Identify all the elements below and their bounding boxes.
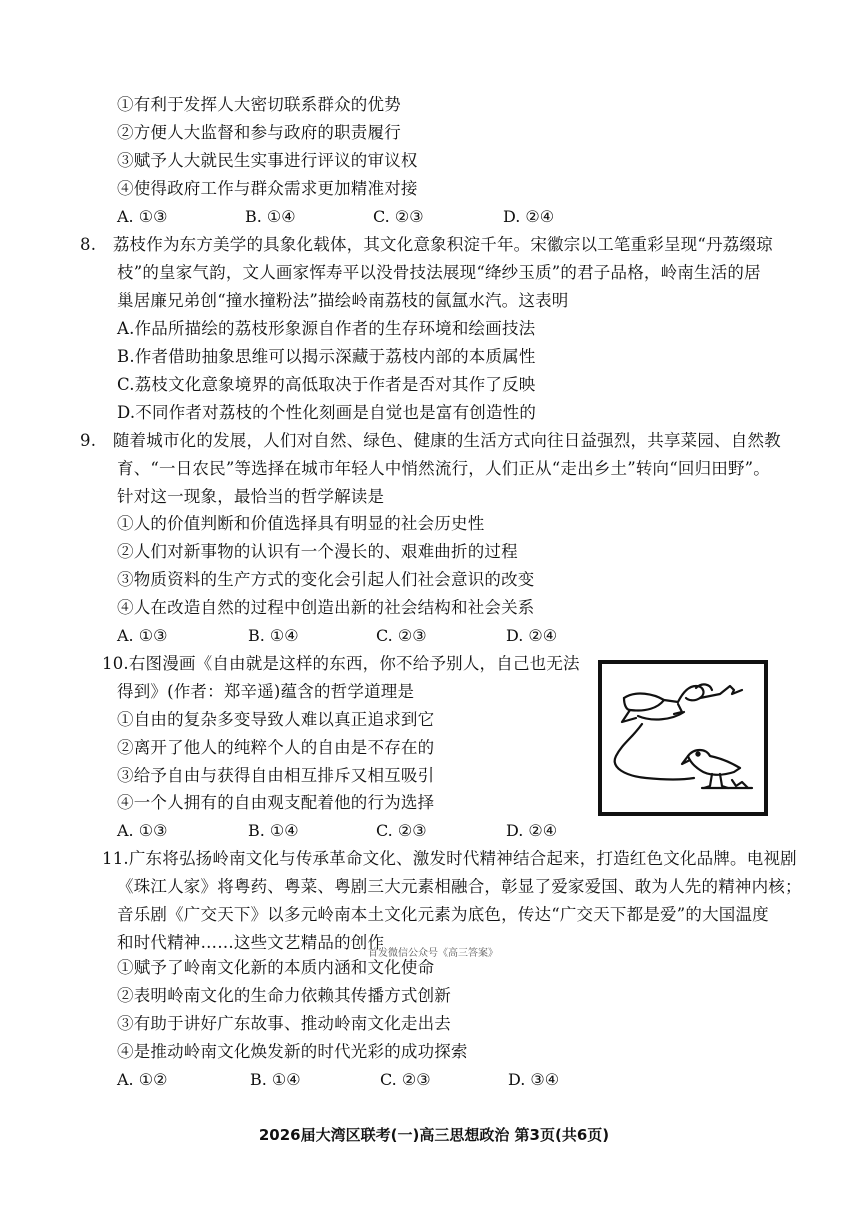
q9-stem-line-2: 育、“一日农民”等选择在城市年轻人中悄然流行，人们正从“走出乡土”转向“回归田野”。: [117, 459, 771, 478]
q11-stem-line-3: 音乐剧《广交天下》以多元岭南本土文化元素为底色，传达“广交天下都是爱”的大国温度: [117, 905, 769, 924]
q7-item-3: ③赋予人大就民生实事进行评议的审议权: [117, 151, 418, 170]
q7-option-d[interactable]: D. ②④: [503, 207, 555, 226]
cartoon-line: [615, 724, 694, 780]
q8-choice-d[interactable]: D.不同作者对荔枝的个性化刻画是自觉也是富有创造性的: [117, 403, 537, 422]
q7-option-c[interactable]: C. ②③: [373, 207, 424, 226]
q8-choice-a[interactable]: A.作品所描绘的荔枝形象源自作者的生存环境和绘画技法: [117, 319, 536, 338]
q10-item-2: ②离开了他人的纯粹个人的自由是不存在的: [117, 738, 435, 757]
q10-option-a[interactable]: A. ①③: [117, 821, 168, 840]
q11-item-2: ②表明岭南文化的生命力依赖其传播方式创新: [117, 986, 451, 1005]
q8-stem-line-2: 枝”的皇家气韵，文人画家恽寿平以没骨技法展现“绛纱玉质”的君子品格，岭南生活的居: [117, 263, 761, 282]
cartoon-drawing: [602, 664, 764, 812]
page-footer: 2026届大湾区联考(一)高三思想政治 第3页(共6页): [258, 1126, 610, 1144]
q10-item-1: ①自由的复杂多变导致人难以真正追求到它: [117, 710, 435, 729]
q9-item-4: ④人在改造自然的过程中创造出新的社会结构和社会关系: [117, 598, 535, 617]
q10-option-c[interactable]: C. ②③: [376, 821, 427, 840]
q10-option-b[interactable]: B. ①④: [248, 821, 299, 840]
q10-cartoon-image: [598, 660, 768, 816]
q7-option-b[interactable]: B. ①④: [245, 207, 296, 226]
q11-item-1: ①赋予了岭南文化新的本质内涵和文化使命: [117, 958, 435, 977]
q7-option-a[interactable]: A. ①③: [117, 207, 168, 226]
watermark-stamp: 首发微信公众号《高三答案》: [368, 948, 498, 959]
q9-item-1: ①人的价值判断和价值选择具有明显的社会历史性: [117, 514, 485, 533]
q10-stem-line-2: 得到》(作者：郑辛遥)蕴含的哲学道理是: [117, 682, 415, 701]
q10-item-4: ④一个人拥有的自由观支配着他的行为选择: [117, 793, 435, 812]
q11-stem-line-2: 《珠江人家》将粤药、粤菜、粤剧三大元素相融合，彰显了爱家爱国、敢为人先的精神内核；: [117, 877, 802, 896]
q9-item-3: ③物质资料的生产方式的变化会引起人们社会意识的改变: [117, 570, 535, 589]
q9-item-2: ②人们对新事物的认识有一个漫长的、艰难曲折的过程: [117, 542, 518, 561]
q8-stem-line-1: 8. 荔枝作为东方美学的具象化载体，其文化意象积淀千年。宋徽宗以工笔重彩呈现“丹荔缀琼: [80, 235, 773, 254]
q9-stem-line-1: 9. 随着城市化的发展，人们对自然、绿色、健康的生活方式向往日益强烈，共享菜园、自然教: [80, 431, 781, 450]
q7-item-4: ④使得政府工作与群众需求更加精准对接: [117, 179, 418, 198]
q9-stem-line-3: 针对这一现象，最恰当的哲学解读是: [117, 487, 385, 506]
q7-item-1: ①有利于发挥人大密切联系群众的优势: [117, 95, 401, 114]
q11-option-b[interactable]: B. ①④: [250, 1070, 301, 1089]
q10-option-d[interactable]: D. ②④: [506, 821, 558, 840]
q10-stem-line-1: 10.右图漫画《自由就是这样的东西，你不给予别人，自己也无法: [102, 654, 580, 673]
q11-option-c[interactable]: C. ②③: [380, 1070, 431, 1089]
q11-option-a[interactable]: A. ①②: [117, 1070, 168, 1089]
q11-item-3: ③有助于讲好广东故事、推动岭南文化走出去: [117, 1014, 451, 1033]
q10-item-3: ③给予自由与获得自由相互排斥又相互吸引: [117, 766, 435, 785]
q8-choice-b[interactable]: B.作者借助抽象思维可以揭示深藏于荔枝内部的本质属性: [117, 347, 536, 366]
q7-item-2: ②方便人大监督和参与政府的职责履行: [117, 123, 401, 142]
cartoon-man-arm: [700, 686, 742, 698]
q11-stem-line-1: 11.广东将弘扬岭南文化与传承革命文化、激发时代精神结合起来，打造红色文化品牌。电视剧: [102, 849, 797, 868]
q8-choice-c[interactable]: C.荔枝文化意象境界的高低取决于作者是否对其作了反映: [117, 375, 536, 394]
q11-stem-line-4: 和时代精神……这些文艺精品的创作: [117, 933, 385, 952]
q8-stem-line-3: 巢居廉兄弟创“撞水撞粉法”描绘岭南荔枝的氤氲水汽。这表明: [117, 291, 569, 310]
q11-item-4: ④是推动岭南文化焕发新的时代光彩的成功探索: [117, 1042, 468, 1061]
q9-option-a[interactable]: A. ①③: [117, 626, 168, 645]
q9-option-d[interactable]: D. ②④: [506, 626, 558, 645]
q9-option-c[interactable]: C. ②③: [376, 626, 427, 645]
q11-option-d[interactable]: D. ③④: [508, 1070, 560, 1089]
q9-option-b[interactable]: B. ①④: [248, 626, 299, 645]
